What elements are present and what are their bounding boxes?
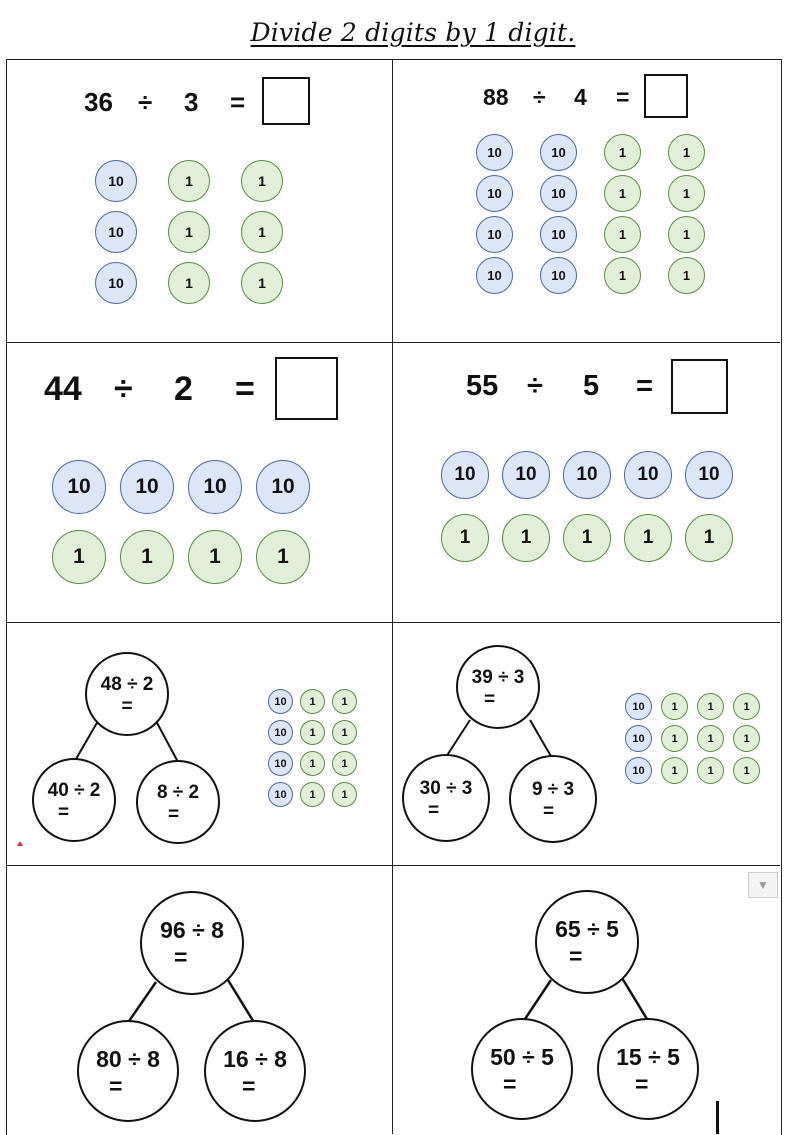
one-counter: 1: [668, 175, 705, 212]
q7-whole-equals: =: [174, 944, 188, 970]
one-counter: 1: [563, 514, 611, 562]
one-counter: 1: [661, 757, 688, 784]
ten-counter: 10: [256, 460, 310, 514]
q5-right-expression: 8 ÷ 2: [156, 782, 200, 803]
q3-divide-sign: ÷: [114, 370, 133, 408]
one-counter: 1: [168, 160, 210, 202]
q4-divide-sign: ÷: [527, 370, 543, 402]
q6-right-equals: =: [543, 801, 555, 822]
ten-counter: 10: [52, 460, 106, 514]
one-counter: 1: [300, 689, 325, 714]
one-counter: 1: [332, 689, 357, 714]
ten-counter: 10: [95, 262, 137, 304]
ten-counter: 10: [476, 175, 513, 212]
one-counter: 1: [624, 514, 672, 562]
ten-counter: 10: [540, 175, 577, 212]
one-counter: 1: [300, 782, 325, 807]
q7-right-equals: =: [242, 1073, 256, 1099]
ten-counter: 10: [476, 257, 513, 294]
q8-left-expression: 50 ÷ 5: [490, 1044, 554, 1070]
q5-whole-equals: =: [121, 696, 133, 717]
chevron-down-icon: ▼: [757, 878, 769, 892]
ten-counter: 10: [625, 725, 652, 752]
q1-dividend: 36: [84, 87, 113, 117]
ten-counter: 10: [540, 134, 577, 171]
ten-counter: 10: [95, 160, 137, 202]
one-counter: 1: [120, 530, 174, 584]
ten-counter: 10: [268, 751, 293, 776]
ten-counter: 10: [268, 782, 293, 807]
q7-left-expression: 80 ÷ 8: [96, 1046, 160, 1072]
q2-dividend: 88: [483, 84, 509, 110]
q2-divide-sign: ÷: [533, 84, 546, 110]
one-counter: 1: [668, 257, 705, 294]
one-counter: 1: [604, 175, 641, 212]
ten-counter: 10: [540, 257, 577, 294]
q4-equals-sign: =: [636, 370, 653, 402]
q6-whole-expression: 39 ÷ 3: [471, 667, 525, 688]
one-counter: 1: [502, 514, 550, 562]
q3-divisor: 2: [174, 370, 193, 408]
one-counter: 1: [604, 257, 641, 294]
q3-dividend: 44: [44, 370, 82, 408]
q2-divisor: 4: [574, 84, 587, 110]
one-counter: 1: [733, 725, 760, 752]
q8-whole-node: [535, 890, 639, 994]
q7-right-expression: 16 ÷ 8: [223, 1046, 287, 1072]
q5-right-equals: =: [168, 804, 180, 825]
one-counter: 1: [604, 134, 641, 171]
q2-equals-sign: =: [616, 84, 630, 110]
one-counter: 1: [604, 216, 641, 253]
q8-part-right-node: [597, 1018, 699, 1120]
q1-equals-sign: =: [230, 87, 246, 117]
one-counter: 1: [661, 693, 688, 720]
text-cursor: [716, 1101, 719, 1134]
q8-whole-equals: =: [569, 943, 583, 969]
q7-whole-expression: 96 ÷ 8: [160, 917, 224, 943]
one-counter: 1: [241, 160, 283, 202]
one-counter: 1: [241, 211, 283, 253]
ten-counter: 10: [685, 451, 733, 499]
one-counter: 1: [188, 530, 242, 584]
q8-right-equals: =: [635, 1071, 649, 1097]
one-counter: 1: [733, 757, 760, 784]
ten-counter: 10: [188, 460, 242, 514]
one-counter: 1: [300, 751, 325, 776]
q6-right-expression: 9 ÷ 3: [531, 779, 575, 800]
q1-divide-sign: ÷: [138, 87, 153, 117]
one-counter: 1: [168, 262, 210, 304]
one-counter: 1: [733, 693, 760, 720]
one-counter: 1: [441, 514, 489, 562]
q5-whole-expression: 48 ÷ 2: [100, 674, 154, 695]
q8-left-equals: =: [503, 1071, 517, 1097]
one-counter: 1: [697, 693, 724, 720]
one-counter: 1: [300, 720, 325, 745]
ten-counter: 10: [502, 451, 550, 499]
one-counter: 1: [668, 216, 705, 253]
one-counter: 1: [256, 530, 310, 584]
one-counter: 1: [332, 720, 357, 745]
q4-dividend: 55: [466, 370, 499, 402]
one-counter: 1: [241, 262, 283, 304]
one-counter: 1: [697, 725, 724, 752]
worksheet-title: Divide 2 digits by 1 digit.: [250, 18, 576, 47]
dropdown-button[interactable]: [748, 872, 778, 898]
q4-divisor: 5: [583, 370, 600, 402]
ten-counter: 10: [120, 460, 174, 514]
ten-counter: 10: [268, 689, 293, 714]
one-counter: 1: [332, 751, 357, 776]
one-counter: 1: [685, 514, 733, 562]
ten-counter: 10: [625, 693, 652, 720]
q6-left-equals: =: [428, 800, 440, 821]
q8-part-left-node: [471, 1018, 573, 1120]
ten-counter: 10: [268, 720, 293, 745]
one-counter: 1: [168, 211, 210, 253]
ten-counter: 10: [624, 451, 672, 499]
ten-counter: 10: [95, 211, 137, 253]
ten-counter: 10: [441, 451, 489, 499]
ten-counter: 10: [563, 451, 611, 499]
q5-left-equals: =: [58, 802, 70, 823]
one-counter: 1: [668, 134, 705, 171]
q3-equals-sign: =: [235, 370, 255, 408]
q8-right-expression: 15 ÷ 5: [616, 1044, 680, 1070]
q6-whole-equals: =: [484, 689, 496, 710]
ten-counter: 10: [540, 216, 577, 253]
q8-whole-expression: 65 ÷ 5: [555, 916, 619, 942]
one-counter: 1: [332, 782, 357, 807]
q7-left-equals: =: [109, 1073, 123, 1099]
ten-counter: 10: [625, 757, 652, 784]
q5-left-expression: 40 ÷ 2: [47, 780, 101, 801]
one-counter: 1: [661, 725, 688, 752]
one-counter: 1: [52, 530, 106, 584]
ten-counter: 10: [476, 216, 513, 253]
q6-left-expression: 30 ÷ 3: [419, 778, 473, 799]
one-counter: 1: [697, 757, 724, 784]
q1-divisor: 3: [184, 87, 199, 117]
ten-counter: 10: [476, 134, 513, 171]
